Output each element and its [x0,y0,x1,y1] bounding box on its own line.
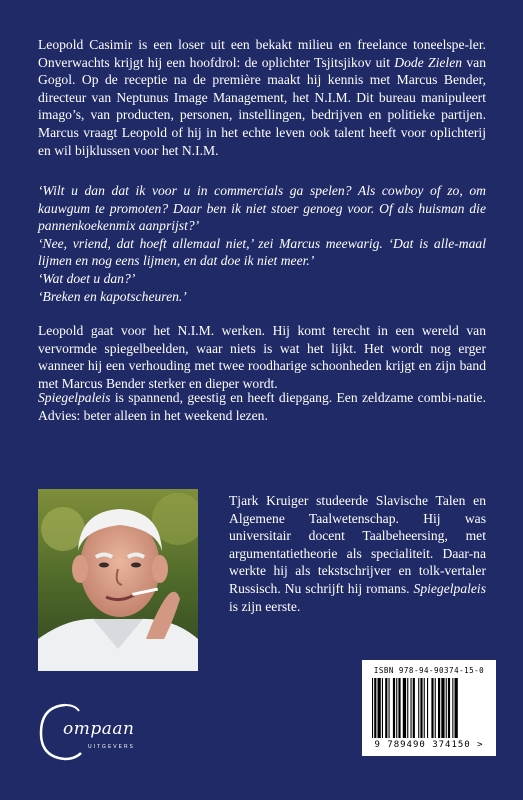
plot-paragraph: Leopold gaat voor het N.I.M. werken. Hij komt terecht in een wereld van vervormde spiegelbeelden, waar niets is wat het lijkt. Het wordt nog erger wanneer hij een verhouding met twee roodharige schoonheden krijgt en zijn band met Marcus Bender sterker en dieper wordt. [38,323,486,391]
quote-line-2: ‘Nee, vriend, dat hoeft allemaal niet,’ zei Marcus meewarig. ‘Dat is alle-maal lijmen en nog eens lijmen, en dat doe ik niet meer.’ [38,235,486,269]
quote-line-3: ‘Wat doet u dan?’ [38,270,136,286]
book-title-dode-zielen: Dode Zielen [394,54,463,70]
quote-line-1: ‘Wilt u dan dat ik voor u in commercials ga spelen? Als cowboy of zo, om kauwgum te promoten? Daar ben ik niet stoer genoeg voor. Of als huisman die pannenkoekenmix aanprijst?’ [38,183,486,234]
isbn-label: ISBN 978-94-90374-15-0 [373,666,485,675]
publisher-logo [35,697,145,767]
book-title-spiegelpaleis: Spiegelpaleis [38,390,111,405]
synopsis-text-2: van Gogol. Op de receptie na de première maakt hij kennis met Marcus Bender, directeur van Neptunus Image Management, het N.I.M. Dit bureau manipuleert imago’s, van producten, personen, instellingen, bedrijven en politieke partijen. Marcus vraagt Leopold of hij in het echte leven ook talent heeft voor oplichterij en wil bijklussen voor het N.I.M. [38,54,486,158]
author-portrait-image [38,489,198,671]
bio-book-title: Spiegelpaleis [413,580,486,596]
author-photo [38,489,198,671]
synopsis-text-1: Leopold Casimir is een loser uit een bekakt milieu en freelance toneelspe-ler. Onverwachts krijgt hij een hoofdrol: de oplichter Tsjitsjikov uit [38,37,486,70]
ean-number: 9 789490 374150 > [374,740,484,750]
author-bio-text: Tjark Kruiger studeerde Slavische Talen en Algemene Taalwetenschap. Hij was universitair docent Taalbeheersing, met argumentatietheorie als specialiteit. Daar-na werkte hij als tekstschrijver en tolk-vertaler Russisch. Nu schrijft hij romans. [229,493,486,596]
author-bio [229,492,486,615]
quote-line-4: ‘Breken en kapotscheuren.’ [38,288,187,304]
publisher-name: ompaan [63,719,135,739]
synopsis-paragraph [38,36,486,159]
barcode-bars [372,678,486,740]
review-text: is spannend, geestig en heeft diepgang. Een zeldzame combi-natie. Advies: beter alleen in het weekend lezen. [38,390,486,423]
isbn-barcode [362,660,496,756]
quote-block [38,182,486,305]
review-paragraph [38,389,486,424]
publisher-subtitle: UITGEVERS [88,744,135,750]
author-bio-end: is zijn eerste. [229,598,301,614]
